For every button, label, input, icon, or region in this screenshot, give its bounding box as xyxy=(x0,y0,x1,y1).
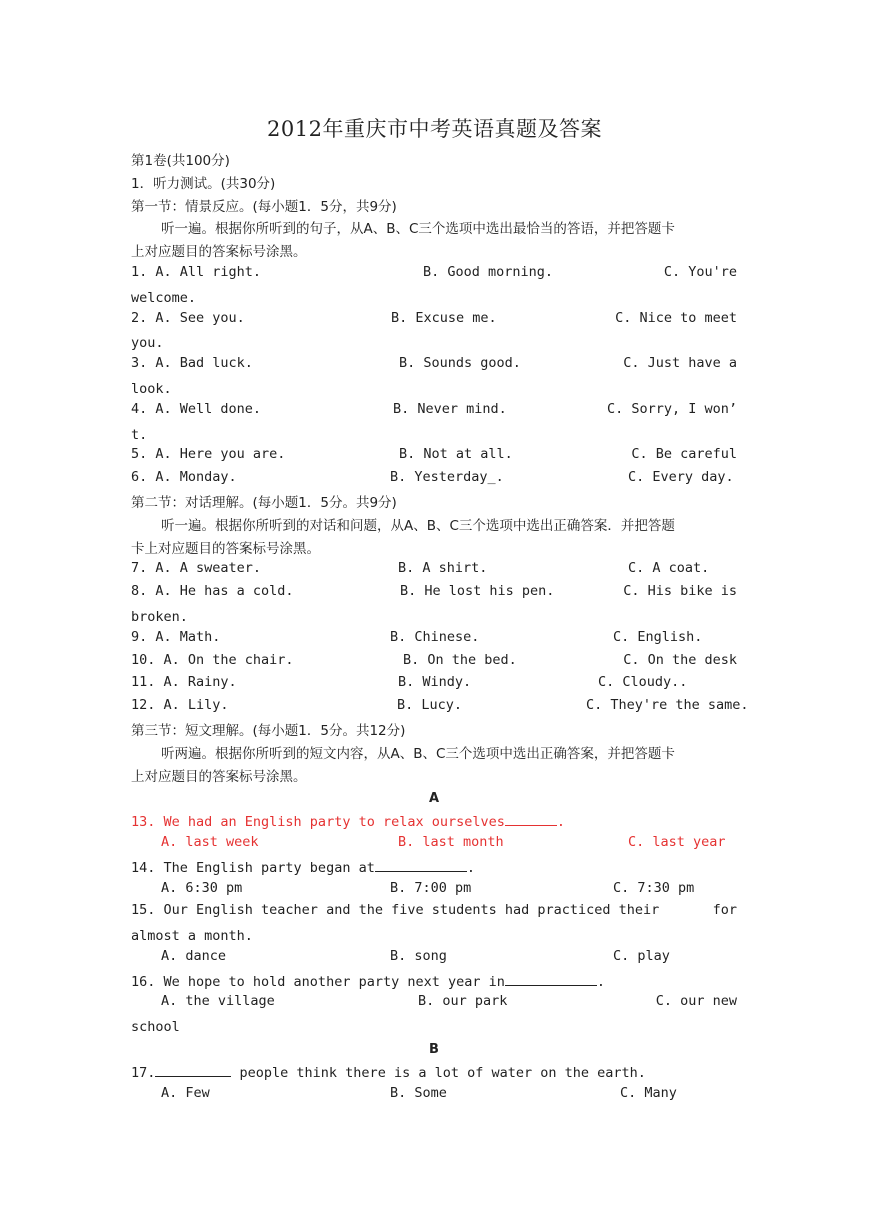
question-13-stem xyxy=(131,811,737,834)
section2-instruction: 听一遍。根据你所听到的对话和问题，从A、B、C三个选项中选出正确答案．并把答题 xyxy=(161,517,675,534)
question-9 xyxy=(131,629,737,652)
question-stem-end: . xyxy=(466,859,475,876)
section3-heading: 第三节：短文理解。(每小题1．5分。共12分) xyxy=(131,722,406,739)
option-b: B. Sounds good. xyxy=(399,355,521,372)
question-1-wrap: welcome. xyxy=(131,289,197,306)
option-c: C. A coat. xyxy=(628,560,710,577)
volume-heading: 第1卷(共100分) xyxy=(131,153,230,169)
part-a-label: A xyxy=(428,791,440,807)
option-a: 1. A. All right. xyxy=(131,263,262,280)
answer-blank xyxy=(155,1062,231,1077)
option-b: B. Lucy. xyxy=(397,697,463,714)
section1-heading: 第一节：情景反应。(每小题1．5分，共9分) xyxy=(131,198,397,215)
option-b: B. Windy. xyxy=(398,674,472,691)
option-b: B. On the bed. xyxy=(403,651,517,668)
option-a: 11. A. Rainy. xyxy=(131,674,237,691)
option-a: 7. A. A sweater. xyxy=(131,560,262,577)
option-c: C. play xyxy=(613,947,670,964)
option-c: C. Every day. xyxy=(628,469,734,486)
question-15-stem xyxy=(131,902,737,925)
option-a: A. last week xyxy=(161,833,259,850)
question-number: 17. xyxy=(131,1064,156,1081)
question-6 xyxy=(131,469,737,492)
section1-instruction: 听一遍。根据你所听到的句子，从A、B、C三个选项中选出最恰当的答语，并把答题卡 xyxy=(161,221,675,238)
section1-instruction-cont: 上对应题目的答案标号涂黑。 xyxy=(131,244,307,261)
option-c: C. You're xyxy=(663,263,737,280)
option-b: B. Chinese. xyxy=(390,628,480,645)
question-stem-text: 14. The English party began at xyxy=(131,859,375,876)
question-5 xyxy=(131,446,737,469)
question-3-wrap: look. xyxy=(131,380,172,397)
option-b: B. Good morning. xyxy=(423,263,554,280)
section2-instruction-cont: 卡上对应题目的答案标号涂黑。 xyxy=(131,540,320,557)
option-c: C. Cloudy.. xyxy=(598,674,688,691)
question-2-wrap: you. xyxy=(131,335,164,352)
question-14-stem xyxy=(131,857,737,880)
section2-heading: 第二节：对话理解。(每小题1．5分。共9分) xyxy=(131,494,397,511)
option-c: C. Sorry, I won’ xyxy=(606,400,737,417)
question-7 xyxy=(131,560,737,583)
option-c: C. On the desk xyxy=(623,651,737,668)
option-b: B. Yesterday_. xyxy=(390,469,504,486)
section3-instruction: 听两遍。根据你所听到的短文内容，从A、B、C三个选项中选出正确答案，并把答题卡 xyxy=(161,745,675,762)
option-c: C. English. xyxy=(613,628,703,645)
option-a: A. dance xyxy=(161,947,227,964)
question-12 xyxy=(131,697,749,720)
question-8 xyxy=(131,583,737,606)
option-c: C. Be careful xyxy=(631,446,737,463)
option-a: 9. A. Math. xyxy=(131,628,221,645)
question-stem-text: 15. Our English teacher and the five students had practiced their xyxy=(131,902,660,919)
document-body xyxy=(131,150,749,1107)
option-c: C. 7:30 pm xyxy=(613,879,695,896)
option-a: 2. A. See you. xyxy=(131,309,245,326)
section3-instruction-cont: 上对应题目的答案标号涂黑。 xyxy=(131,768,307,785)
option-a: 3. A. Bad luck. xyxy=(131,355,253,372)
option-c: C. Just have a xyxy=(623,355,737,372)
answer-blank xyxy=(505,971,597,986)
option-b: B. 7:00 pm xyxy=(390,879,472,896)
question-2 xyxy=(131,310,737,333)
question-17-stem xyxy=(131,1062,737,1085)
question-17-options xyxy=(131,1085,737,1108)
question-13-options xyxy=(131,834,737,857)
option-a: 5. A. Here you are. xyxy=(131,446,286,463)
question-8-wrap: broken. xyxy=(131,608,188,625)
question-stem-end: . xyxy=(596,973,606,990)
question-stem-text: 13. We had an English party to relax ourselves xyxy=(131,814,505,831)
question-16-options xyxy=(131,993,737,1016)
question-4-wrap: t. xyxy=(131,426,148,443)
option-b: B. Excuse me. xyxy=(391,309,497,326)
question-3 xyxy=(131,355,737,378)
page-title: 2012年重庆市中考英语真题及答案 xyxy=(267,117,602,141)
option-b: B. A shirt. xyxy=(398,560,488,577)
question-16-stem xyxy=(131,971,737,994)
option-b: B. Some xyxy=(390,1084,447,1101)
option-c: C. our new xyxy=(655,993,737,1010)
option-c: C. last year xyxy=(628,833,726,850)
part-heading: 1．听力测试。(共30分) xyxy=(131,175,276,192)
option-a: 10. A. On the chair. xyxy=(131,651,294,668)
option-b: B. Not at all. xyxy=(399,446,513,463)
question-10 xyxy=(131,652,737,675)
answer-blank xyxy=(375,857,467,872)
option-c: C. Many xyxy=(620,1084,677,1101)
question-stem-text: 16. We hope to hold another party next year in xyxy=(131,973,505,990)
option-b: B. He lost his pen. xyxy=(400,583,555,600)
option-a: A. Few xyxy=(161,1084,210,1101)
option-c: C. They're the same. xyxy=(586,697,749,714)
question-16-wrap: school xyxy=(131,1019,180,1036)
question-11 xyxy=(131,674,737,697)
option-a: A. the village xyxy=(161,993,275,1010)
question-1 xyxy=(131,264,737,287)
part-b-label: B xyxy=(429,1042,439,1058)
option-a: 8. A. He has a cold. xyxy=(131,583,294,600)
option-a: 4. A. Well done. xyxy=(131,400,262,417)
option-b: B. our park xyxy=(418,993,508,1010)
question-4 xyxy=(131,401,737,424)
question-15-options xyxy=(131,948,737,971)
option-b: B. last month xyxy=(398,833,504,850)
option-b: B. song xyxy=(390,947,447,964)
option-b: B. Never mind. xyxy=(393,400,507,417)
option-c: C. His bike is xyxy=(623,583,737,600)
option-a: A. 6:30 pm xyxy=(161,879,243,896)
option-c: C. Nice to meet xyxy=(615,309,737,326)
question-stem-text: people think there is a lot of water on the earth. xyxy=(231,1064,646,1081)
question-stem-end: . xyxy=(556,814,566,831)
question-15-wrap: almost a month. xyxy=(131,928,253,945)
option-a: 12. A. Lily. xyxy=(131,697,229,714)
option-a: 6. A. Monday. xyxy=(131,469,237,486)
question-stem-tail: for xyxy=(712,902,737,919)
question-14-options xyxy=(131,880,737,903)
answer-blank xyxy=(505,811,557,826)
